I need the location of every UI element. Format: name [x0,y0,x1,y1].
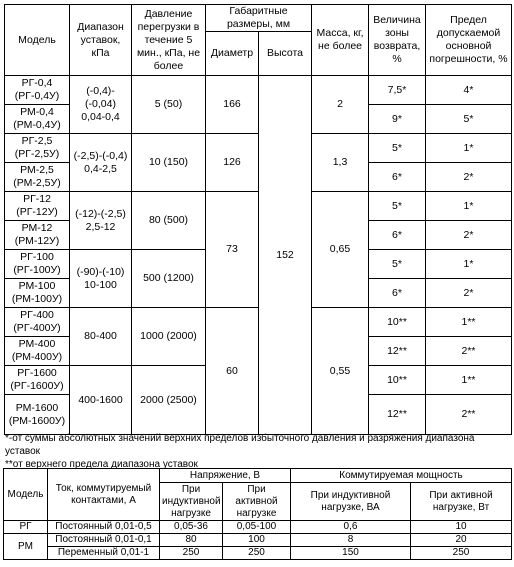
header-model: Модель [4,469,48,521]
error-cell: 1* [426,134,512,163]
error-cell: 1* [426,192,512,221]
range-cell: (-90)-(-10) 10-100 [70,250,132,308]
header-error-limit: Предел допускаемой основной погрешности, % [426,5,512,76]
current-cell: Переменный 0,01-1 [48,547,160,560]
header-voltage-inductive: При индуктивной нагрузке [160,483,223,521]
model-cell: РМ-1600 (РМ-1600У) [5,395,70,435]
power-inductive-cell: 8 [291,534,411,547]
error-cell: 1* [426,250,512,279]
model-cell: РМ-100 (РМ-100У) [5,279,70,308]
zone-cell: 12** [369,395,426,435]
power-inductive-cell: 0,6 [291,521,411,534]
header-voltage-active: При активной нагрузке [223,483,291,521]
error-cell: 1** [426,308,512,337]
header-dimensions: Габаритные размеры, мм [206,5,312,32]
range-cell: 80-400 [70,308,132,366]
current-cell: Постоянный 0,01-0,5 [48,521,160,534]
mass-cell: 0,55 [312,308,369,435]
zone-cell: 10** [369,366,426,395]
power-active-cell: 20 [411,534,512,547]
model-cell: РМ-2,5 (РМ-2,5У) [5,163,70,192]
header-current: Ток, коммутируемый контактами, А [48,469,160,521]
mass-cell: 0,65 [312,192,369,308]
error-cell: 2* [426,221,512,250]
range-cell: (-0,4)-(-0,04) 0,04-0,4 [70,76,132,134]
footnotes [5,432,510,471]
zone-cell: 5* [369,250,426,279]
overload-cell: 80 (500) [132,192,206,250]
header-overload: Давление перегрузки в течение 5 мин., кПа, не более [132,5,206,76]
error-cell: 4* [426,76,512,105]
zone-cell: 9* [369,105,426,134]
power-inductive-cell: 150 [291,547,411,560]
zone-cell: 6* [369,221,426,250]
voltage-inductive-cell: 250 [160,547,223,560]
voltage-inductive-cell: 0,05-36 [160,521,223,534]
overload-cell: 500 (1200) [132,250,206,308]
range-cell: 400-1600 [70,366,132,435]
zone-cell: 6* [369,163,426,192]
voltage-active-cell: 0,05-100 [223,521,291,534]
footnote-double-asterisk: **от верхнего предела диапазона уставок [5,459,198,470]
model-cell: РМ-12 (РМ-12У) [5,221,70,250]
diameter-cell: 60 [206,308,259,435]
height-cell: 152 [259,76,312,435]
error-cell: 1** [426,366,512,395]
overload-cell: 1000 (2000) [132,308,206,366]
header-voltage: Напряжение, В [160,469,291,483]
error-cell: 2** [426,395,512,435]
zone-cell: 7,5* [369,76,426,105]
range-cell: (-2,5)-(-0,4) 0,4-2,5 [70,134,132,192]
zone-cell: 6* [369,279,426,308]
model-cell: РМ [4,534,48,560]
model-cell: РГ-0,4 (РГ-0,4У) [5,76,70,105]
footnote-single-asterisk: *-от суммы абсолютных значений верхних пределов избыточного давления и разряжения диапазона уставок [5,433,475,457]
contacts-table [3,468,512,560]
mass-cell: 1,3 [312,134,369,192]
model-cell: РГ-12 (РГ-12У) [5,192,70,221]
header-return-zone: Величина зоны возврата, % [369,5,426,76]
zone-cell: 5* [369,134,426,163]
header-height: Высота [259,32,312,76]
zone-cell: 5* [369,192,426,221]
model-cell: РГ [4,521,48,534]
diameter-cell: 73 [206,192,259,308]
error-cell: 2* [426,279,512,308]
overload-cell: 2000 (2500) [132,366,206,435]
overload-cell: 5 (50) [132,76,206,134]
overload-cell: 10 (150) [132,134,206,192]
model-cell: РГ-100 (РГ-100У) [5,250,70,279]
diameter-cell: 126 [206,134,259,192]
specifications-table [4,4,512,435]
header-power-active: При активной нагрузке, Вт [411,483,512,521]
model-cell: РГ-2,5 (РГ-2,5У) [5,134,70,163]
power-active-cell: 250 [411,547,512,560]
header-power-inductive: При индуктивной нагрузке, ВА [291,483,411,521]
zone-cell: 10** [369,308,426,337]
voltage-active-cell: 100 [223,534,291,547]
model-cell: РГ-1600 (РГ-1600У) [5,366,70,395]
current-cell: Постоянный 0,01-0,1 [48,534,160,547]
voltage-active-cell: 250 [223,547,291,560]
diameter-cell: 166 [206,76,259,134]
error-cell: 2* [426,163,512,192]
error-cell: 2** [426,337,512,366]
power-active-cell: 10 [411,521,512,534]
header-mass: Масса, кг, не более [312,5,369,76]
error-cell: 5* [426,105,512,134]
range-cell: (-12)-(-2,5) 2,5-12 [70,192,132,250]
voltage-inductive-cell: 80 [160,534,223,547]
model-cell: РМ-400 (РМ-400У) [5,337,70,366]
header-model: Модель [5,5,70,76]
header-switching-power: Коммутируемая мощность [291,469,512,483]
mass-cell: 2 [312,76,369,134]
model-cell: РМ-0,4 (РМ-0,4У) [5,105,70,134]
header-diameter: Диаметр [206,32,259,76]
zone-cell: 12** [369,337,426,366]
model-cell: РГ-400 (РГ-400У) [5,308,70,337]
header-range: Диапазон уставок, кПа [70,5,132,76]
